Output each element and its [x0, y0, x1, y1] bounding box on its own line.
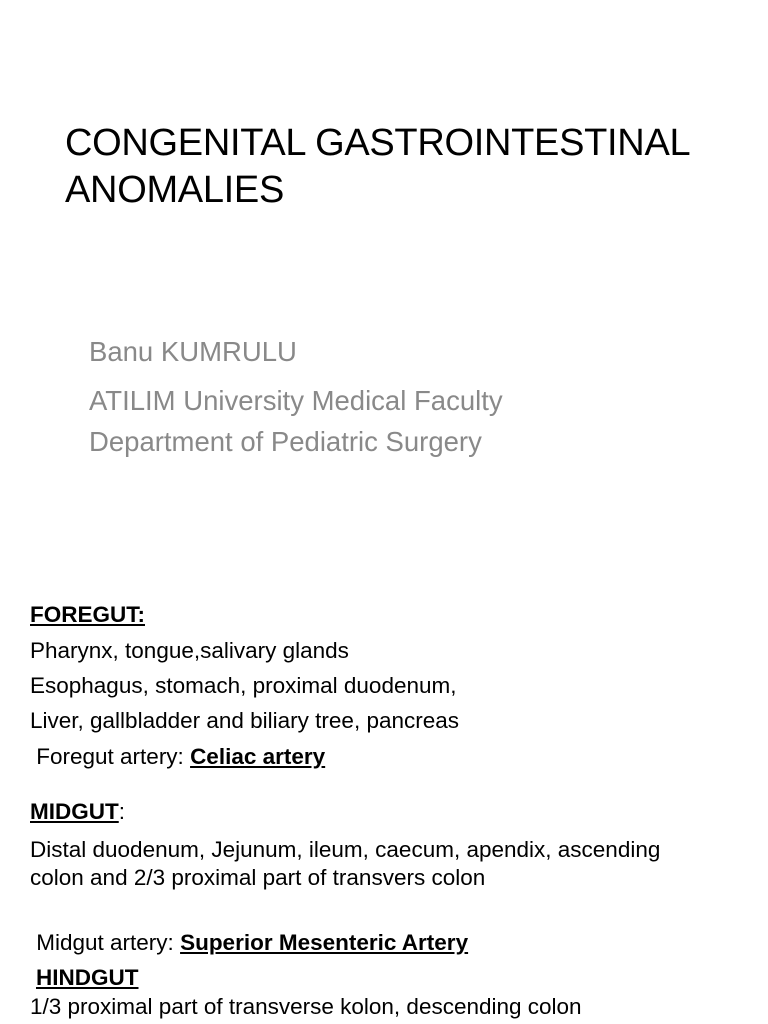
affiliation-line-1: ATILIM University Medical Faculty	[89, 385, 503, 416]
foregut-artery	[30, 744, 760, 770]
midgut-heading: MIDGUT	[30, 799, 119, 824]
foregut-item-1: Pharynx, tongue,salivary glands	[30, 638, 349, 663]
midgut-artery-label: Midgut artery:	[30, 930, 181, 955]
hindgut-description: 1/3 proximal part of transverse kolon, descending colon	[30, 994, 582, 1019]
slide-title-line-2: ANOMALIES	[65, 169, 285, 211]
foregut-item-2: Esophagus, stomach, proximal duodenum,	[30, 673, 457, 698]
hindgut-heading: HINDGUT	[36, 965, 139, 990]
foregut-heading: FOREGUT:	[30, 602, 145, 627]
content-slide	[0, 576, 768, 1024]
foregut-artery-name: Celiac artery	[190, 744, 326, 769]
midgut-heading-colon: :	[118, 799, 126, 824]
foregut-item-3: Liver, gallbladder and biliary tree, pancreas	[30, 708, 460, 733]
midgut-heading-line	[30, 799, 760, 825]
affiliation	[89, 380, 503, 462]
midgut-description: Distal duodenum, Jejunum, ileum, caecum, apendix, ascending colon and 2/3 proximal part of transvers colon	[30, 837, 661, 890]
author-name: Banu KUMRULU	[89, 336, 297, 367]
foregut-artery-label: Foregut artery:	[30, 744, 191, 769]
slide-title-line-1: CONGENITAL GASTROINTESTINAL	[65, 122, 691, 164]
midgut-artery	[30, 930, 760, 956]
affiliation-line-2: Department of Pediatric Surgery	[89, 426, 482, 457]
midgut-artery-name: Superior Mesenteric Artery	[180, 930, 469, 955]
slide-title	[65, 120, 745, 214]
